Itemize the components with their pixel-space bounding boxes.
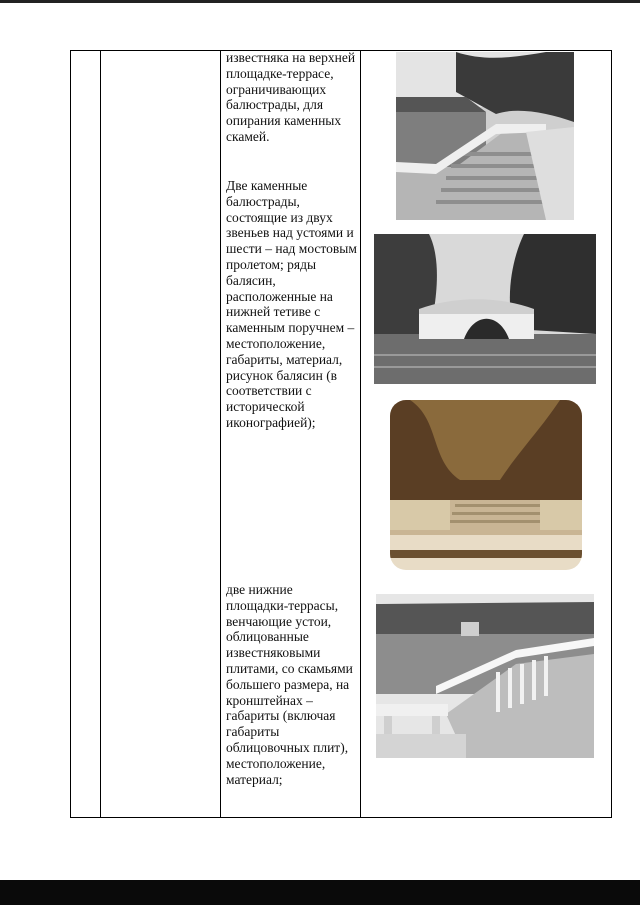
table-border-right (611, 50, 612, 818)
photo-terrace-bench-lake (376, 594, 594, 758)
photo-bridge-steps-autumn (390, 400, 582, 570)
table-bottom-border (70, 817, 612, 818)
scan-top-edge (0, 0, 640, 3)
description-text-3: две нижние площадки-террасы, венчающие устои, облицованные известняковыми плитами, со скамьями большего размера, на кронштейнах – габариты (включая габариты облицовочных плит), местоположение, материал; (226, 582, 353, 787)
column-divider-1 (100, 50, 101, 818)
description-text-2: Две каменные балюстрады, состоящие из двух звеньев над устоями и шести – над мостовым пролетом; ряды балясин, расположенные на нижней тетиве с каменным поручнем – местоположение, габариты, материал, рисунок балясин (в соответствии с исторической иконографией); (226, 178, 357, 430)
scan-bottom-edge (0, 880, 640, 905)
column-divider-3 (360, 50, 361, 818)
photo-arched-bridge-pond (374, 234, 596, 384)
photo-staircase-balustrade (396, 52, 574, 220)
table-border-left (70, 50, 71, 818)
description-text-1: известняка на верхней площадке-террасе, ограничивающих балюстрады, для опирания каменных скамей. (226, 50, 356, 144)
column-divider-2 (220, 50, 221, 818)
document-table (70, 50, 612, 818)
